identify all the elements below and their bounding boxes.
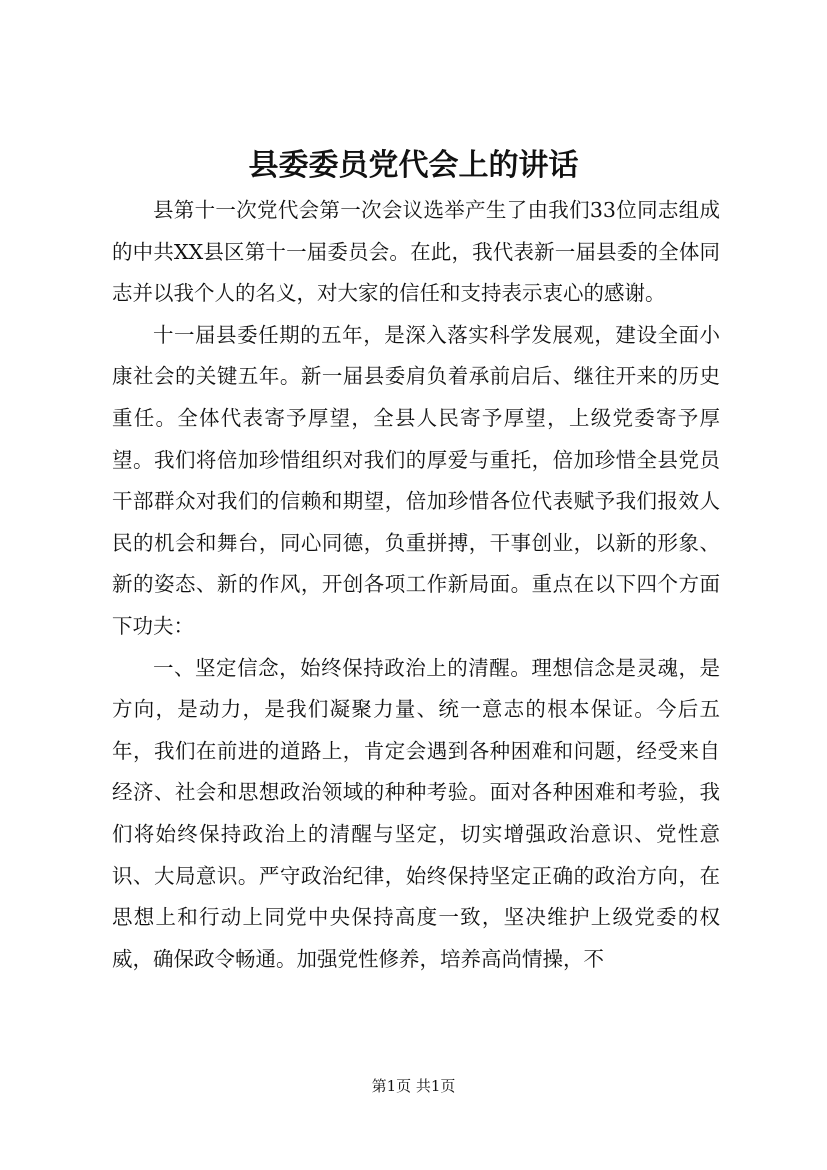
paragraph-3: 一、坚定信念，始终保持政治上的清醒。理想信念是灵魂，是方向，是动力，是我们凝聚力量、统一意志的根本保证。今后五年，我们在前进的道路上，肯定会遇到各种困难和问题，经受来自经济、社会和思想政治领域的种种考验。面对各种困难和考验，我们将始终保持政治上的清醒与坚定，切实增强政治意识、党性意识、大局意识。严守政治纪律，始终保持坚定正确的政治方向，在思想上和行动上同党中央保持高度一致，坚决维护上级党委的权威，确保政令畅通。加强党性修养，培养高尚情操，不 bbox=[112, 655, 720, 971]
paragraph-2: 十一届县委任期的五年，是深入落实科学发展观，建设全面小康社会的关键五年。新一届县委肩负着承前启后、继往开来的历史重任。全体代表寄予厚望，全县人民寄予厚望，上级党委寄予厚望。我们将倍加珍惜组织对我们的厚爱与重托，倍加珍惜全县党员干部群众对我们的信赖和期望，倍加珍惜各位代表赋予我们报效人民的机会和舞台，同心同德，负重拼搏，干事创业，以新的形象、新的姿态、新的作风，开创各项工作新局面。重点在以下四个方面下功夫： bbox=[112, 322, 720, 638]
page-footer: 第1页 共1页 bbox=[371, 1077, 456, 1095]
document-body bbox=[112, 190, 720, 980]
paragraph-1: 县第十一次党代会第一次会议选举产生了由我们33位同志组成的中共XX县区第十一届委员会。在此，我代表新一届县委的全体同志并以我个人的名义，对大家的信任和支持表示衷心的感谢。 bbox=[112, 198, 720, 306]
document-title: 县委委员党代会上的讲话 bbox=[248, 148, 579, 183]
